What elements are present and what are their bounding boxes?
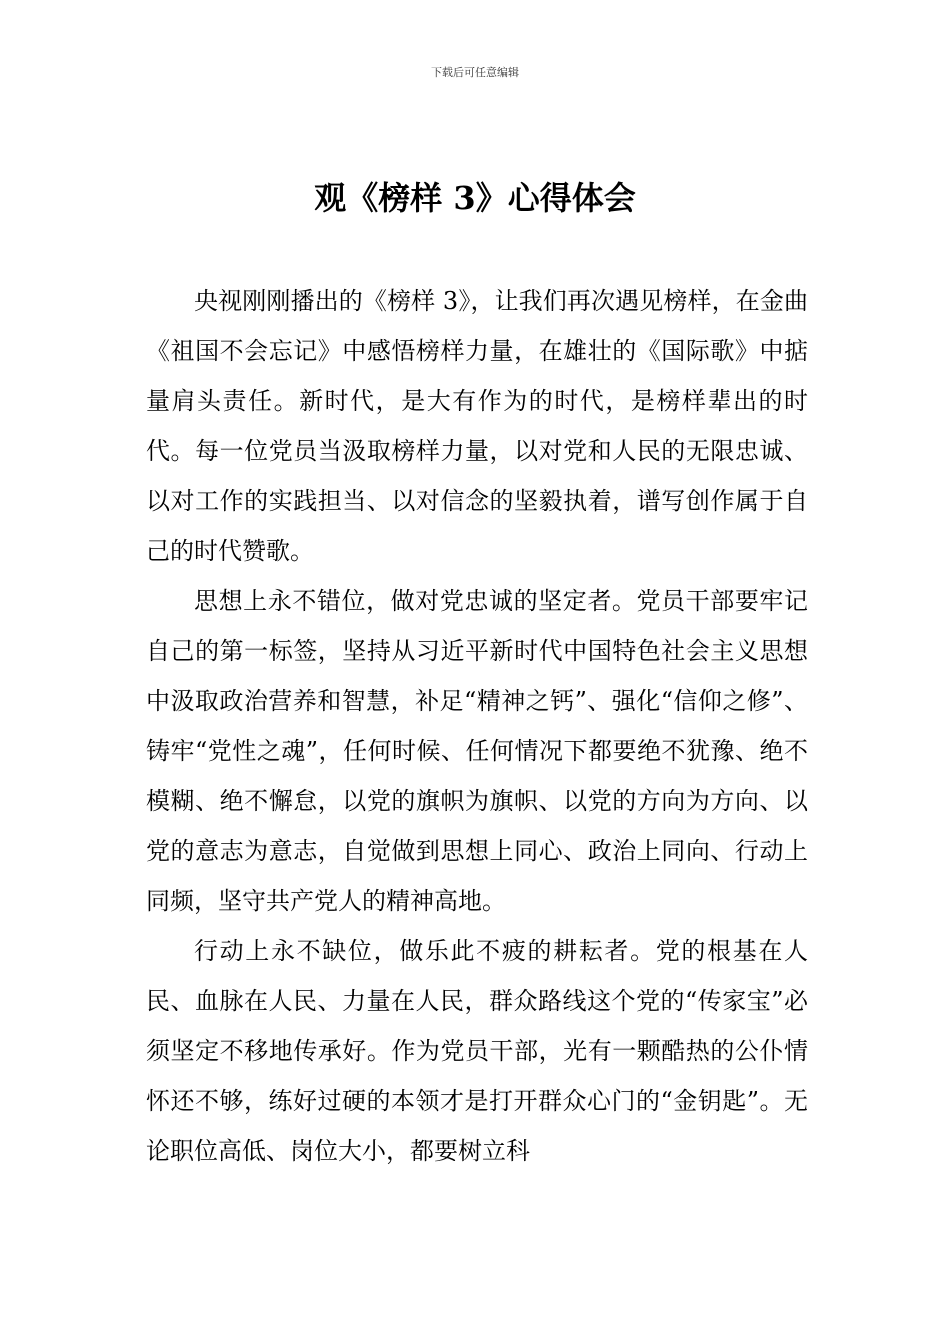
paragraph-2: 思想上永不错位，做对党忠诚的坚定者。党员干部要牢记自己的第一标签，坚持从习近平新时代中国特色社会主义思想中汲取政治营养和智慧，补足“精神之钙”、强化“信仰之修”、铸牢“党性之魂”，任何时候、任何情况下都要绝不犹豫、绝不模糊、绝不懈怠，以党的旗帜为旗帜、以党的方向为方向、以党的意志为意志，自觉做到思想上同心、政治上同向、行动上同频，坚守共产党人的精神高地。 [146,587,808,915]
document-body [146,276,808,1176]
header-note: 下载后可任意编辑 [431,66,519,79]
document-title: 观《榜样 3》心得体会 [314,179,636,217]
paragraph-3: 行动上永不缺位，做乐此不疲的耕耘者。党的根基在人民、血脉在人民、力量在人民，群众路线这个党的“传家宝”必须坚定不移地传承好。作为党员干部，光有一颗酷热的公仆情怀还不够，练好过硬的本领才是打开群众心门的“金钥匙”。无论职位高低、岗位大小，都要树立科 [146,937,808,1165]
paragraph-1: 央视刚刚播出的《榜样 3》，让我们再次遇见榜样，在金曲《祖国不会忘记》中感悟榜样力量，在雄壮的《国际歌》中掂量肩头责任。新时代，是大有作为的时代，是榜样辈出的时代。每一位党员当汲取榜样力量，以对党和人民的无限忠诚、以对工作的实践担当、以对信念的坚毅执着，谱写创作属于自己的时代赞歌。 [146,287,808,565]
